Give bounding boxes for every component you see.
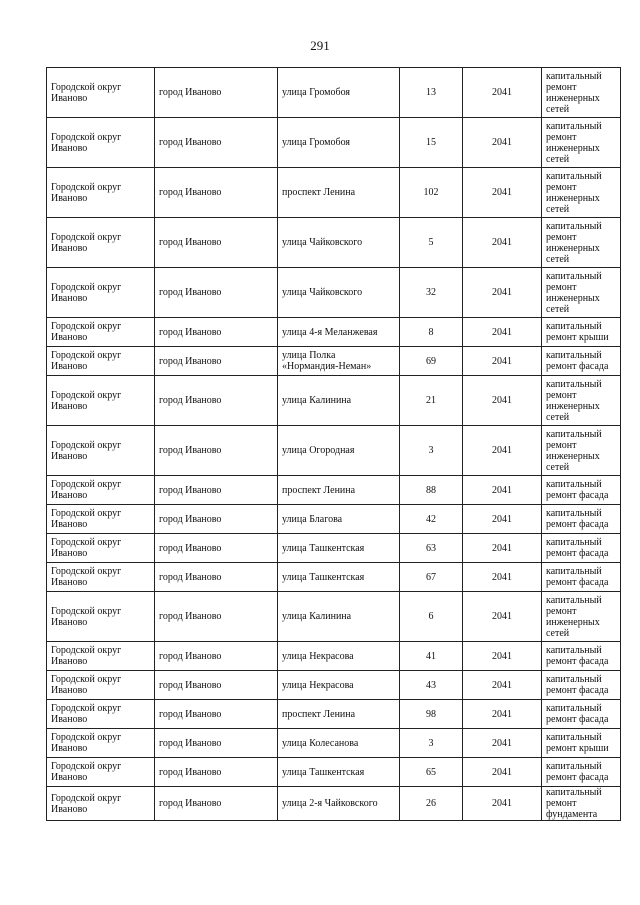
year-cell: 2041 <box>463 700 542 729</box>
city-cell: город Иваново <box>155 376 278 426</box>
district-cell: Городской округ Иваново <box>47 729 155 758</box>
table-row <box>47 642 621 671</box>
registry-table <box>46 67 621 821</box>
table-row <box>47 476 621 505</box>
year-cell: 2041 <box>463 534 542 563</box>
year-cell: 2041 <box>463 476 542 505</box>
district-cell: Городской округ Иваново <box>47 642 155 671</box>
city-cell: город Иваново <box>155 347 278 376</box>
street-cell: улица Полка «Нормандия-Неман» <box>278 347 400 376</box>
district-cell: Городской округ Иваново <box>47 534 155 563</box>
work-type-cell: капитальный ремонт инженерных сетей <box>542 218 621 268</box>
street-cell: улица Громобоя <box>278 118 400 168</box>
work-type-cell: капитальный ремонт инженерных сетей <box>542 168 621 218</box>
house-number-cell: 63 <box>400 534 463 563</box>
street-cell: улица Ташкентская <box>278 534 400 563</box>
work-type-cell: капитальный ремонт фасада <box>542 534 621 563</box>
table-row <box>47 318 621 347</box>
year-cell: 2041 <box>463 376 542 426</box>
year-cell: 2041 <box>463 642 542 671</box>
table-row <box>47 534 621 563</box>
district-cell: Городской округ Иваново <box>47 118 155 168</box>
year-cell: 2041 <box>463 168 542 218</box>
city-cell: город Иваново <box>155 476 278 505</box>
house-number-cell: 98 <box>400 700 463 729</box>
house-number-cell: 6 <box>400 592 463 642</box>
city-cell: город Иваново <box>155 68 278 118</box>
house-number-cell: 26 <box>400 787 463 821</box>
street-cell: улица Чайковского <box>278 218 400 268</box>
year-cell: 2041 <box>463 505 542 534</box>
district-cell: Городской округ Иваново <box>47 787 155 821</box>
table-row <box>47 118 621 168</box>
house-number-cell: 88 <box>400 476 463 505</box>
year-cell: 2041 <box>463 426 542 476</box>
work-type-cell: капитальный ремонт инженерных сетей <box>542 426 621 476</box>
city-cell: город Иваново <box>155 729 278 758</box>
work-type-cell: капитальный ремонт фасада <box>542 347 621 376</box>
year-cell: 2041 <box>463 787 542 821</box>
house-number-cell: 8 <box>400 318 463 347</box>
work-type-cell: капитальный ремонт фасада <box>542 476 621 505</box>
house-number-cell: 5 <box>400 218 463 268</box>
district-cell: Городской округ Иваново <box>47 426 155 476</box>
street-cell: улица Громобоя <box>278 68 400 118</box>
year-cell: 2041 <box>463 268 542 318</box>
registry-table-body <box>47 68 621 821</box>
city-cell: город Иваново <box>155 787 278 821</box>
district-cell: Городской округ Иваново <box>47 476 155 505</box>
year-cell: 2041 <box>463 671 542 700</box>
house-number-cell: 43 <box>400 671 463 700</box>
work-type-cell: капитальный ремонт фундамента <box>542 787 621 821</box>
district-cell: Городской округ Иваново <box>47 318 155 347</box>
city-cell: город Иваново <box>155 563 278 592</box>
table-row <box>47 563 621 592</box>
city-cell: город Иваново <box>155 758 278 787</box>
table-row <box>47 729 621 758</box>
house-number-cell: 41 <box>400 642 463 671</box>
work-type-cell: капитальный ремонт фасада <box>542 563 621 592</box>
district-cell: Городской округ Иваново <box>47 376 155 426</box>
work-type-cell: капитальный ремонт фасада <box>542 700 621 729</box>
work-type-cell: капитальный ремонт фасада <box>542 642 621 671</box>
city-cell: город Иваново <box>155 671 278 700</box>
year-cell: 2041 <box>463 758 542 787</box>
district-cell: Городской округ Иваново <box>47 268 155 318</box>
street-cell: улица Чайковского <box>278 268 400 318</box>
street-cell: улица Ташкентская <box>278 563 400 592</box>
street-cell: улица Некрасова <box>278 671 400 700</box>
house-number-cell: 3 <box>400 426 463 476</box>
house-number-cell: 32 <box>400 268 463 318</box>
table-row <box>47 218 621 268</box>
district-cell: Городской округ Иваново <box>47 505 155 534</box>
table-row <box>47 268 621 318</box>
city-cell: город Иваново <box>155 592 278 642</box>
house-number-cell: 67 <box>400 563 463 592</box>
table-row <box>47 347 621 376</box>
year-cell: 2041 <box>463 68 542 118</box>
year-cell: 2041 <box>463 218 542 268</box>
street-cell: улица Некрасова <box>278 642 400 671</box>
year-cell: 2041 <box>463 729 542 758</box>
street-cell: улица Благова <box>278 505 400 534</box>
year-cell: 2041 <box>463 318 542 347</box>
work-type-cell: капитальный ремонт инженерных сетей <box>542 376 621 426</box>
house-number-cell: 3 <box>400 729 463 758</box>
work-type-cell: капитальный ремонт инженерных сетей <box>542 118 621 168</box>
district-cell: Городской округ Иваново <box>47 592 155 642</box>
table-row <box>47 787 621 821</box>
work-type-cell: капитальный ремонт фасада <box>542 505 621 534</box>
house-number-cell: 65 <box>400 758 463 787</box>
city-cell: город Иваново <box>155 534 278 563</box>
table-row <box>47 376 621 426</box>
house-number-cell: 69 <box>400 347 463 376</box>
table-row <box>47 426 621 476</box>
district-cell: Городской округ Иваново <box>47 347 155 376</box>
house-number-cell: 15 <box>400 118 463 168</box>
street-cell: проспект Ленина <box>278 700 400 729</box>
street-cell: улица 4-я Меланжевая <box>278 318 400 347</box>
district-cell: Городской округ Иваново <box>47 700 155 729</box>
street-cell: улица Огородная <box>278 426 400 476</box>
street-cell: улица Ташкентская <box>278 758 400 787</box>
house-number-cell: 13 <box>400 68 463 118</box>
table-row <box>47 168 621 218</box>
work-type-cell: капитальный ремонт инженерных сетей <box>542 268 621 318</box>
work-type-cell: капитальный ремонт инженерных сетей <box>542 592 621 642</box>
street-cell: проспект Ленина <box>278 476 400 505</box>
table-row <box>47 671 621 700</box>
work-type-cell: капитальный ремонт фасада <box>542 758 621 787</box>
city-cell: город Иваново <box>155 168 278 218</box>
work-type-cell: капитальный ремонт крыши <box>542 729 621 758</box>
table-row <box>47 505 621 534</box>
city-cell: город Иваново <box>155 700 278 729</box>
street-cell: улица Колесанова <box>278 729 400 758</box>
house-number-cell: 102 <box>400 168 463 218</box>
house-number-cell: 21 <box>400 376 463 426</box>
street-cell: улица Калинина <box>278 592 400 642</box>
year-cell: 2041 <box>463 563 542 592</box>
page-number: 291 <box>310 38 330 53</box>
work-type-cell: капитальный ремонт инженерных сетей <box>542 68 621 118</box>
city-cell: город Иваново <box>155 505 278 534</box>
district-cell: Городской округ Иваново <box>47 218 155 268</box>
district-cell: Городской округ Иваново <box>47 68 155 118</box>
city-cell: город Иваново <box>155 426 278 476</box>
district-cell: Городской округ Иваново <box>47 671 155 700</box>
year-cell: 2041 <box>463 347 542 376</box>
table-row <box>47 700 621 729</box>
district-cell: Городской округ Иваново <box>47 168 155 218</box>
city-cell: город Иваново <box>155 218 278 268</box>
city-cell: город Иваново <box>155 268 278 318</box>
city-cell: город Иваново <box>155 118 278 168</box>
year-cell: 2041 <box>463 118 542 168</box>
district-cell: Городской округ Иваново <box>47 758 155 787</box>
work-type-cell: капитальный ремонт крыши <box>542 318 621 347</box>
street-cell: улица 2-я Чайковского <box>278 787 400 821</box>
street-cell: улица Калинина <box>278 376 400 426</box>
district-cell: Городской округ Иваново <box>47 563 155 592</box>
table-row <box>47 68 621 118</box>
year-cell: 2041 <box>463 592 542 642</box>
table-row <box>47 592 621 642</box>
house-number-cell: 42 <box>400 505 463 534</box>
city-cell: город Иваново <box>155 642 278 671</box>
work-type-cell: капитальный ремонт фасада <box>542 671 621 700</box>
table-row <box>47 758 621 787</box>
street-cell: проспект Ленина <box>278 168 400 218</box>
city-cell: город Иваново <box>155 318 278 347</box>
